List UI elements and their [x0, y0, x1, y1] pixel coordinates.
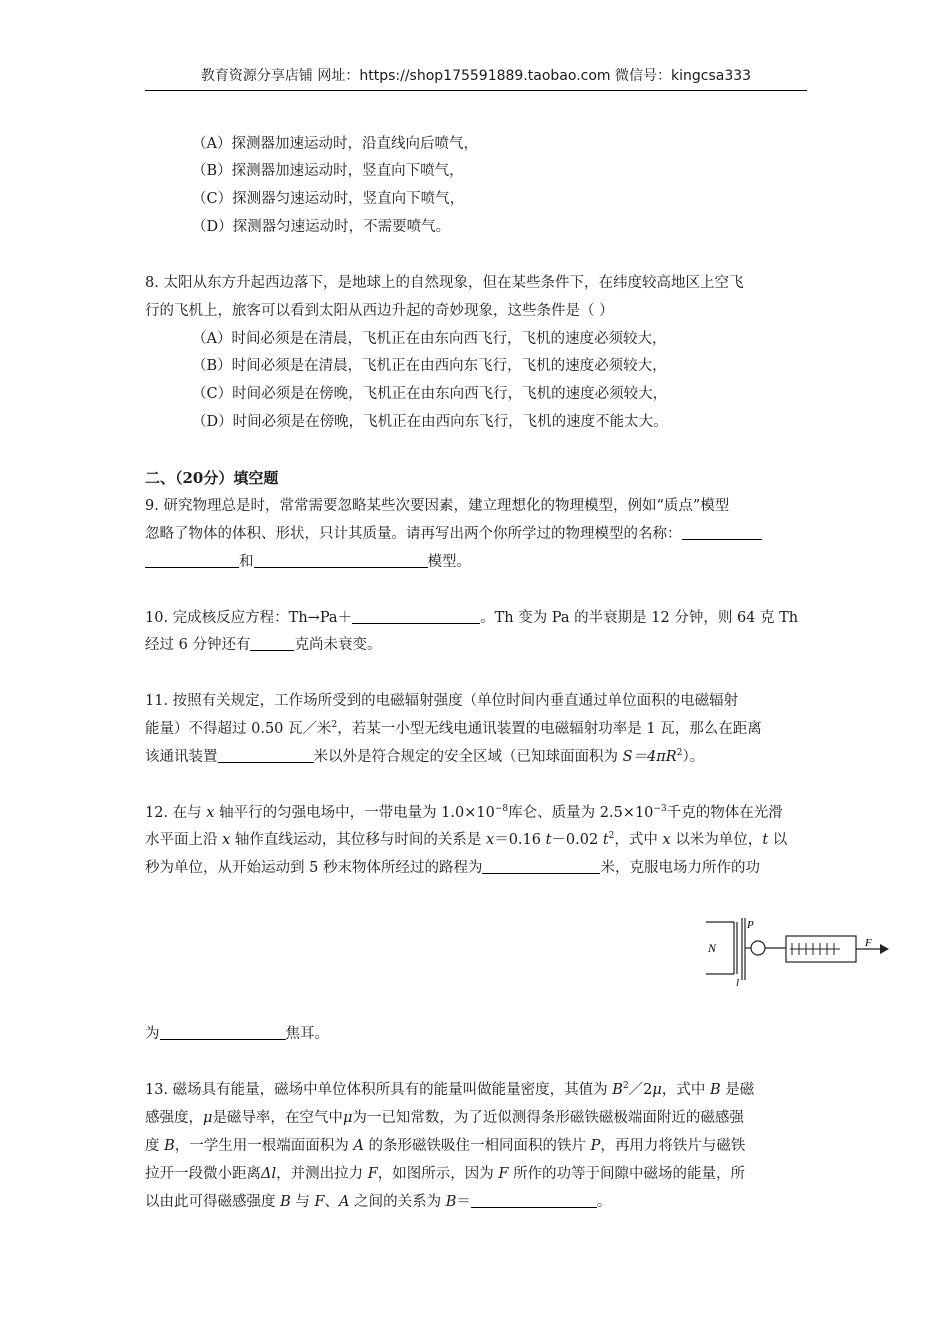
q7-option-d: （D）探测器匀速运动时，不需要喷气。 — [192, 219, 451, 235]
q13-text: ，如图所示，因为 — [377, 1166, 494, 1182]
label-n: N — [708, 941, 717, 955]
q7-option-a: （A）探测器加速运动时，沿直线向后喷气， — [192, 136, 478, 152]
q11-line2 — [145, 719, 762, 739]
q13-blank — [471, 1193, 597, 1208]
q12-text: 以米为单位， — [675, 832, 763, 848]
q8-stem-line1: 8. 太阳从东方升起西边落下，是地球上的自然现象，但在某些条件下，在纬度较高地区上空飞 — [145, 275, 744, 291]
q12-text: 轴作直线运动，其位移与时间的关系是 — [234, 832, 482, 848]
q12-exp: −3 — [653, 804, 667, 814]
q11-blank — [218, 748, 314, 763]
hook — [745, 941, 786, 955]
q11-line2a: 能量）不得超过 0.50 瓦／米 — [145, 721, 332, 737]
q13-text: 为一已知常数，为了近似测得条形磁铁磁极端面附近的磁感强 — [352, 1110, 744, 1126]
iron-plate — [742, 918, 745, 980]
spring-scale — [786, 936, 856, 962]
label-p: P — [747, 919, 754, 931]
q9-end: 模型。 — [427, 554, 471, 570]
q9-stem-line3 — [145, 552, 471, 572]
q13-var: B — [280, 1194, 291, 1210]
q11-formula: S＝4πR — [622, 749, 677, 765]
q13-var: F — [367, 1166, 378, 1182]
q12-text: 轴平行的匀强电场中，一带电量为 1.0×10 — [219, 805, 495, 821]
q8-option-a: （A）时间必须是在清晨，飞机正在由东向西飞行，飞机的速度必须较大， — [192, 331, 667, 347]
q13-text: 拉开一段微小距离 — [145, 1166, 261, 1182]
q13-text: ＝ — [456, 1194, 471, 1210]
q13-text: 感强度， — [145, 1110, 203, 1126]
q13-line2 — [145, 1108, 744, 1128]
q12-line3 — [145, 858, 760, 878]
q7-option-c: （C）探测器匀速运动时，竖直向下喷气， — [192, 191, 465, 207]
q13-text: 是磁导率，在空气中 — [212, 1110, 343, 1126]
q9-and: 和 — [239, 554, 254, 570]
q12-var: x — [222, 832, 231, 848]
q13-text: ／2 — [628, 1082, 653, 1098]
q11-exp: 2 — [331, 720, 338, 730]
q13-var: P — [590, 1138, 601, 1154]
q7-option-b: （B）探测器加速运动时，竖直向下喷气， — [192, 163, 464, 179]
q13-text: 、 — [324, 1194, 340, 1210]
q12-line2 — [145, 830, 787, 850]
q9-blank-2 — [254, 553, 428, 568]
q13-text: ，式中 — [661, 1082, 706, 1098]
q13-line3 — [145, 1136, 745, 1156]
q12-var: x — [206, 805, 215, 821]
q12-exp: 2 — [608, 831, 615, 841]
q13-text: 度 — [145, 1138, 160, 1154]
q12-var: x — [486, 832, 495, 848]
q10-part2: 。Th 变为 Pa 的半衰期是 12 分钟，则 64 克 Th — [480, 610, 799, 626]
q12-line4 — [145, 1024, 329, 1044]
label-l: l — [736, 977, 740, 989]
q13-var: F — [498, 1166, 509, 1182]
q13-var: B — [164, 1138, 175, 1154]
q13-text: ，并测出拉力 — [276, 1166, 364, 1182]
section-title: 二、（20分）填空题 — [145, 469, 279, 487]
q8-option-c: （C）时间必须是在傍晚，飞机正在由东向西飞行，飞机的速度必须较大， — [192, 386, 668, 402]
q13-line1 — [145, 1080, 754, 1100]
q13-line4 — [145, 1164, 745, 1184]
q13-var: B — [709, 1082, 721, 1098]
q11-line1: 11. 按照有关规定，工作场所受到的电磁辐射强度（单位时间内垂直通过单位面积的电磁辐射 — [145, 693, 739, 709]
q13-exp: 2 — [622, 1081, 629, 1091]
q13-var: μ — [652, 1082, 662, 1098]
q12-text: 米，克服电场力所作的功 — [600, 860, 760, 876]
q10-line2 — [145, 635, 381, 655]
q13-var: μ — [342, 1110, 353, 1126]
q12-text: ＝0.16 — [494, 832, 541, 848]
force-arrow — [856, 944, 889, 954]
q12-text: 水平面上沿 — [145, 832, 218, 848]
q13-text: 的条形磁铁吸住一相同面积的铁片 — [368, 1138, 586, 1154]
q13-var: Δl — [261, 1166, 277, 1182]
q10-line1 — [145, 608, 798, 628]
q13-text: 是磁 — [725, 1082, 755, 1098]
q12-line1 — [145, 803, 783, 823]
q12-text: 为 — [145, 1026, 160, 1042]
q12-var: x — [662, 832, 671, 848]
q13-text: 以由此可得磁感强度 — [145, 1194, 276, 1210]
q13-text: ，一学生用一根端面面积为 — [174, 1138, 349, 1154]
q12-text: 千克的物体在光滑 — [666, 805, 783, 821]
q12-text: 库仑、质量为 2.5×10 — [508, 805, 654, 821]
q13-line5 — [145, 1192, 611, 1212]
q11-line2b: ，若某一小型无线电通讯装置的电磁辐射功率是 1 瓦，那么在距离 — [337, 721, 762, 737]
q11-line3c: ）。 — [682, 749, 705, 765]
q12-text: 焦耳。 — [285, 1026, 329, 1042]
q9-blank-1a — [682, 525, 762, 540]
q8-stem-line2: 行的飞机上，旅客可以看到太阳从西边升起的奇妙现象，这些条件是（ ） — [145, 303, 614, 319]
q10-line2a: 经过 6 分钟还有 — [145, 637, 251, 653]
q9-line2-text: 忽略了物体的体积、形状，只计其质量。请再写出两个你所学过的物理模型的名称： — [145, 526, 682, 542]
q13-var: A — [353, 1138, 364, 1154]
q11-formula-exp: 2 — [676, 748, 683, 758]
q9-stem-line2 — [145, 524, 762, 544]
q8-option-d: （D）时间必须是在傍晚，飞机正在由西向东飞行，飞机的速度不能太大。 — [192, 414, 668, 430]
q13-var: F — [314, 1194, 325, 1210]
label-f: F — [865, 937, 872, 949]
q13-text: 与 — [295, 1194, 310, 1210]
q13-var: A — [339, 1194, 350, 1210]
q13-text: 。 — [596, 1194, 612, 1210]
q9-blank-1b — [145, 553, 239, 568]
q10-part1: 10. 完成核反应方程：Th→Pa＋ — [145, 610, 353, 626]
q12-text: 12. 在与 — [145, 805, 202, 821]
q9-stem-line1: 9. 研究物理总是时，常常需要忽略某些次要因素，建立理想化的物理模型，例如“质点”模型 — [145, 498, 730, 514]
q13-text: ，再用力将铁片与磁铁 — [600, 1138, 746, 1154]
q13-var: B — [445, 1194, 457, 1210]
q12-var: t — [545, 832, 552, 848]
magnet-figure — [700, 912, 892, 990]
q10-line2b: 克尚未衰变。 — [294, 637, 382, 653]
q12-text: 秒为单位，从开始运动到 5 秒末物体所经过的路程为 — [145, 860, 483, 876]
q13-var: B — [612, 1082, 623, 1098]
q11-line3 — [145, 747, 704, 767]
q11-line3a: 该通讯装置 — [145, 749, 218, 765]
q13-var: μ — [203, 1110, 213, 1126]
q12-exp: −8 — [494, 804, 509, 814]
q11-line3b: 米以外是符合规定的安全区域（已知球面面积为 — [313, 749, 618, 765]
q13-text: 13. 磁场具有能量，磁场中单位体积所具有的能量叫做能量密度，其值为 — [145, 1082, 608, 1098]
q8-option-b: （B）时间必须是在清晨，飞机正在由西向东飞行，飞机的速度必须较大， — [192, 358, 667, 374]
q13-text: 所作的功等于间隙中磁场的能量，所 — [513, 1166, 746, 1182]
q12-text: －0.02 — [551, 832, 599, 848]
q10-blank-1 — [352, 609, 480, 624]
q10-blank-2 — [250, 636, 294, 651]
q12-text: ，式中 — [614, 832, 658, 848]
q12-blank-2 — [160, 1025, 286, 1040]
q12-var: t — [762, 832, 769, 848]
q12-var: t — [602, 832, 609, 848]
q12-text: 以 — [772, 832, 788, 848]
page-header: 教育资源分享店铺 网址：https://shop175591889.taobao.com 微信号：kingcsa333 — [145, 66, 807, 91]
q13-text: 之间的关系为 — [354, 1194, 442, 1210]
q12-blank-1 — [482, 859, 600, 874]
